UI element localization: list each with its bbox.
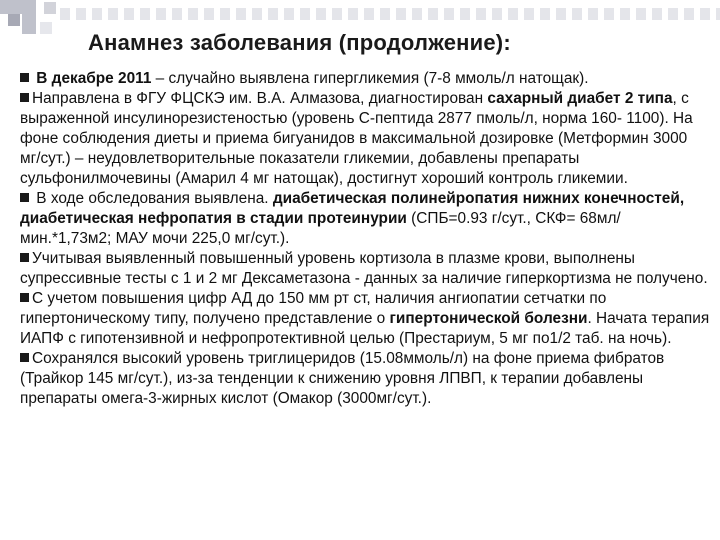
text-run: Учитывая выявленный повышенный уровень кортизола в плазме крови, выполнены супрессивные тесты с 1 и 2 мг Дексаметазона - данных за наличие гиперкортизма не получено. [20,250,708,287]
square-bullet-icon [20,293,29,302]
decorative-square [44,2,56,14]
page-title: Анамнез заболевания (продолжение): [88,30,511,55]
bold-text: В декабре 2011 [36,70,152,87]
list-item [20,349,710,409]
decorative-square [8,14,20,26]
decorative-square [40,22,52,34]
square-bullet-icon [20,193,29,202]
decorative-square [22,0,36,34]
square-bullet-icon [20,353,29,362]
bold-text: сахарный диабет 2 типа [487,90,673,107]
list-item [20,89,710,189]
decorative-square [60,8,720,20]
text-run: Сохранялся высокий уровень триглицеридов (15.08ммоль/л) на фоне приема фибратов (Трайкор 145 мг/сут.), из-за тенденции к снижению уровня ЛПВП, к терапии добавлены препараты омега-3-жирных кислот (Омакор (3000мг/сут.). [20,350,665,407]
text-run: В ходе обследования выявлена. [32,190,273,207]
list-item [20,289,710,349]
text-run: , с выраженной инсулинорезистеностью (уровень С-пептида 2877 пмоль/л, норма 160- 1100). На фоне соблюдения диеты и приема бигуанидов в максимальной дозировке (Метформин 3000 мг/сут.) – неудовлетворительные показатели гликемии, добавлены препараты сульфонилмочевины (Амарил 4 мг натощак), достигнут хороший контроль гликемии. [20,90,693,187]
text-run: . Начата терапия ИАПФ с гипотензивной и нефропротективной целью (Престариум, 5 мг по1/2 таб. на ночь). [20,310,710,347]
bold-text: гипертонической болезни [389,310,588,327]
list-item [20,189,710,249]
list-item [20,249,710,289]
slide-body [20,69,710,409]
square-bullet-icon [20,93,29,102]
text-run: (СПБ=0.93 г/сут., СКФ= 68мл/мин.*1,73м2; МАУ мочи 225,0 мг/сут.). [20,210,621,247]
bold-text: диабетическая полинейропатия нижних конечностей, диабетическая нефропатия в стадии протеинурии [20,190,685,227]
square-bullet-icon [20,253,29,262]
list-item [20,69,710,89]
text-run: Направлена в ФГУ ФЦСКЭ им. В.А. Алмазова, диагностирован [32,90,488,107]
square-bullet-icon [20,73,29,82]
text-run: – случайно выявлена гипергликемия (7-8 ммоль/л натощак). [151,70,589,87]
text-run: С учетом повышения цифр АД до 150 мм рт ст, наличия ангиопатии сетчатки по гипертоническому типу, получено представление о [20,290,607,327]
